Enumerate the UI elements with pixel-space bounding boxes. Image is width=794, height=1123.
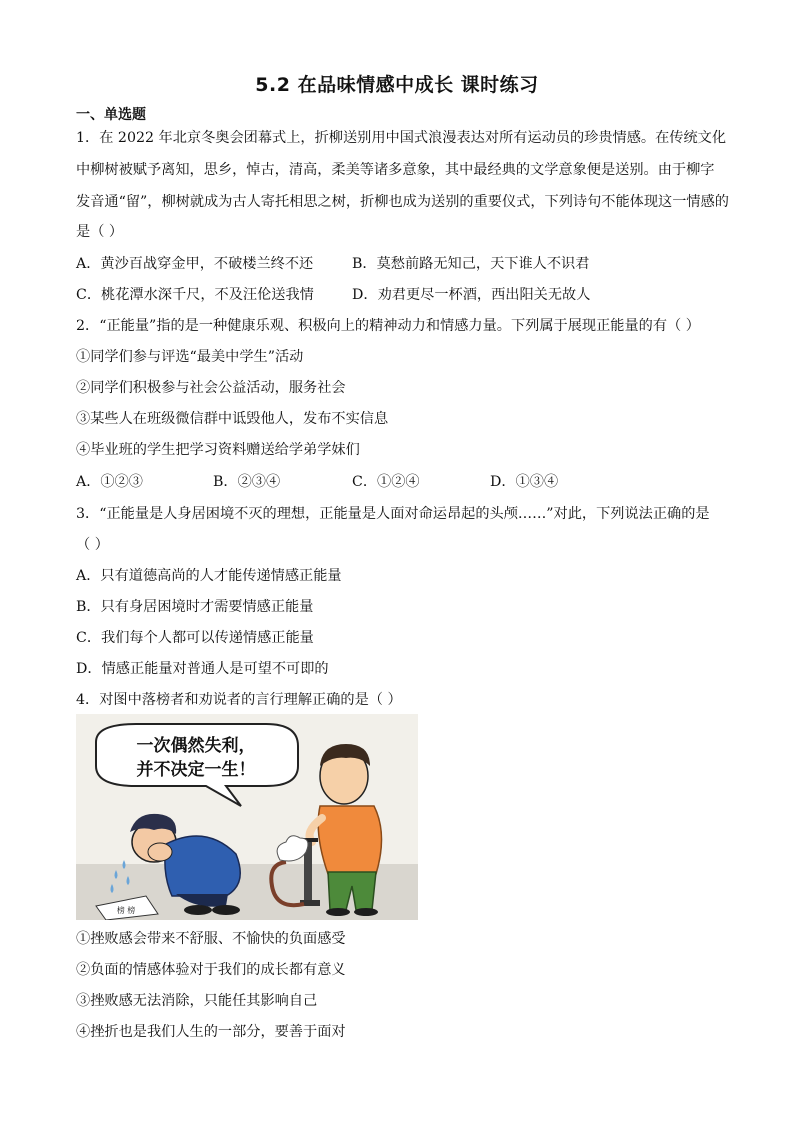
q2-option-a: A．①②③: [76, 474, 143, 490]
q2-item-4: ④毕业班的学生把学习资料赠送给学弟学妹们: [76, 442, 360, 458]
q1-option-c: C．桃花潭水深千尺，不及汪伦送我情: [76, 287, 314, 303]
q2-item-1: ①同学们参与评选“最美中学生”活动: [76, 349, 304, 365]
q2-item-2: ②同学们积极参与社会公益活动，服务社会: [76, 380, 346, 396]
q4-item-2: ②负面的情感体验对于我们的成长都有意义: [76, 962, 346, 978]
q3-line-2: （ ）: [76, 537, 109, 553]
section-heading: 一、单选题: [76, 107, 146, 123]
q3-line-1: 3．“正能量是人身居困境不灭的理想，正能量是人面对命运昂起的头颅……”对此，下列说法正确的是: [76, 506, 710, 522]
results-paper-label: 榜 榜: [116, 906, 136, 915]
q2-option-d: D．①③④: [490, 474, 559, 490]
cartoon-illustration: [76, 714, 418, 920]
q4-item-4: ④挫折也是我们人生的一部分，要善于面对: [76, 1024, 346, 1040]
q3-option-a: A．只有道德高尚的人才能传递情感正能量: [76, 568, 342, 584]
q2-option-b: B．②③④: [213, 474, 281, 490]
q1-option-b: B．莫愁前路无知己，天下谁人不识君: [352, 256, 590, 272]
q3-option-c: C．我们每个人都可以传递情感正能量: [76, 630, 314, 646]
speech-line-1: 一次偶然失利，: [136, 736, 256, 756]
q4-stem: 4．对图中落榜者和劝说者的言行理解正确的是（ ）: [76, 692, 402, 708]
q1-line-3: 发音通“留”，柳树就成为古人寄托相思之树，折柳也成为送别的重要仪式，下列诗句不能体现这一情感的: [76, 194, 729, 210]
q1-option-d: D．劝君更尽一杯酒，西出阳关无故人: [352, 287, 591, 303]
page-title: 5.2 在品味情感中成长 课时练习: [255, 74, 539, 96]
q2-stem: 2．“正能量”指的是一种健康乐观、积极向上的精神动力和情感力量。下列属于展现正能量的有（ ）: [76, 318, 700, 334]
q1-line-2: 中柳树被赋予离知，思乡，悼古，清高，柔美等诸多意象，其中最经典的文学意象便是送别。由于柳字: [76, 162, 715, 178]
q1-line-4: 是（ ）: [76, 224, 124, 240]
q3-option-d: D．情感正能量对普通人是可望不可即的: [76, 661, 329, 677]
q4-item-1: ①挫败感会带来不舒服、不愉快的负面感受: [76, 931, 346, 947]
q3-option-b: B．只有身居困境时才需要情感正能量: [76, 599, 314, 615]
speech-line-2: 并不决定一生！: [136, 760, 256, 780]
q4-item-3: ③挫败感无法消除，只能任其影响自己: [76, 993, 318, 1009]
q1-line-1: 1．在 2022 年北京冬奥会团幕式上，折柳送别用中国式浪漫表达对所有运动员的珍贵情感。在传统文化: [76, 130, 727, 146]
q1-option-a: A．黄沙百战穿金甲，不破楼兰终不还: [76, 256, 314, 272]
q2-item-3: ③某些人在班级微信群中诋毁他人，发布不实信息: [76, 411, 389, 427]
q2-option-c: C．①②④: [352, 474, 420, 490]
